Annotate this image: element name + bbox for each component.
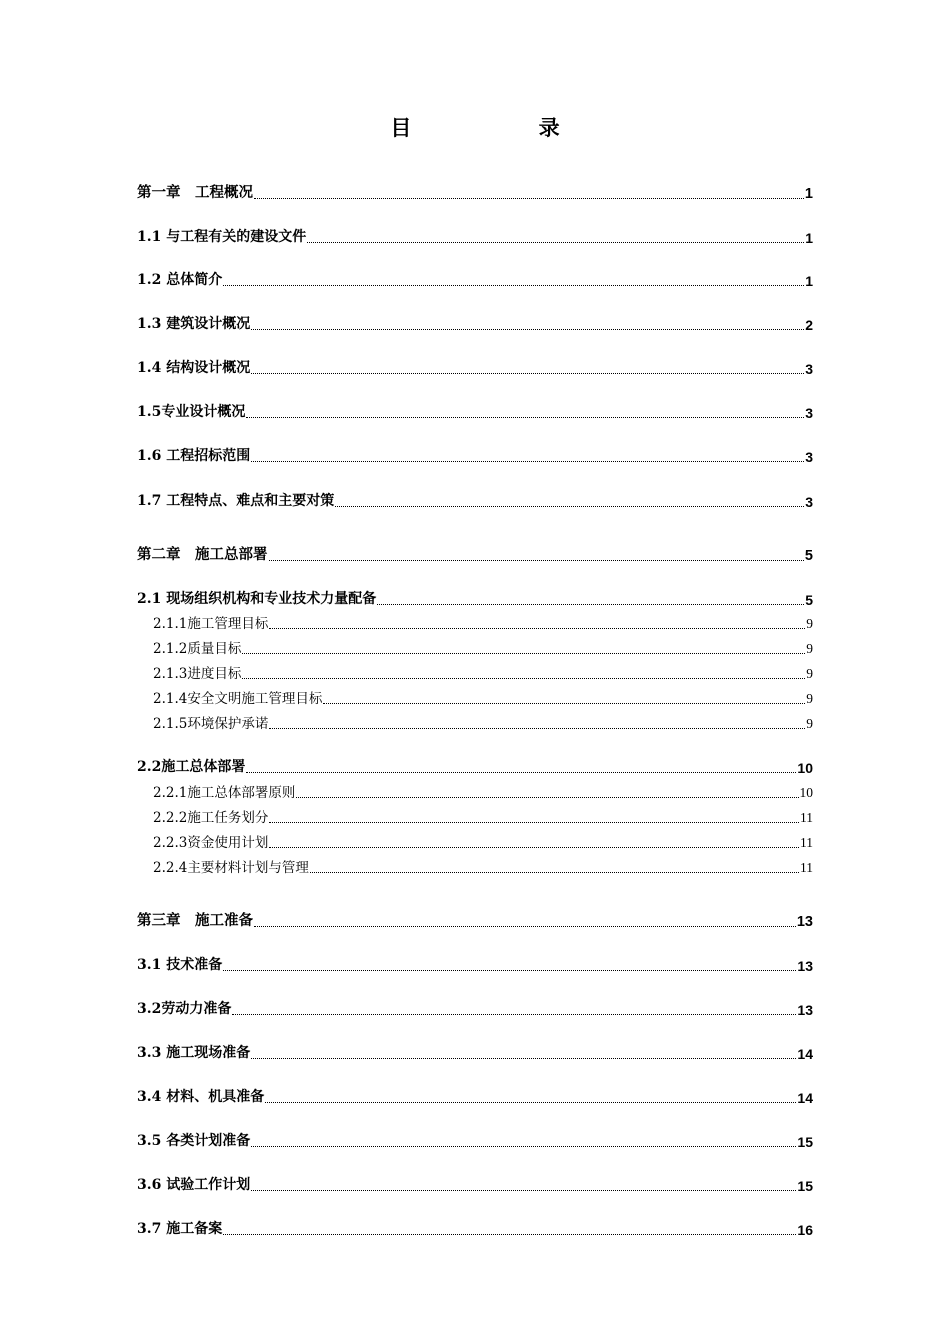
toc-entry-label: 1.6 工程招标范围	[137, 448, 251, 464]
toc-entry-label: 2.1 现场组织机构和专业技术力量配备	[137, 591, 377, 607]
toc-subentry[interactable]	[153, 662, 813, 682]
toc-page-number: 13	[797, 958, 813, 974]
toc-entry-label: 1.4 结构设计概况	[137, 360, 251, 376]
dot-leader	[335, 505, 804, 507]
toc-page-number: 13	[797, 1002, 813, 1018]
toc-entry-label: 1.5专业设计概况	[137, 404, 246, 420]
dot-leader	[242, 677, 805, 679]
toc-entry-label: 2.2.2施工任务划分	[153, 810, 269, 826]
toc-page-number: 9	[806, 716, 813, 731]
toc-page-number: 9	[806, 691, 813, 706]
toc-page-number: 10	[799, 785, 813, 800]
toc-entry-label: 第一章 工程概况	[137, 184, 253, 201]
toc-subentry[interactable]	[153, 856, 813, 876]
toc-page-number: 9	[806, 666, 813, 681]
toc-entry-label: 3.7 施工备案	[137, 1221, 223, 1237]
toc-entry-label: 第三章 施工准备	[137, 912, 253, 929]
toc-entry[interactable]	[137, 756, 813, 776]
toc-entry-label: 第二章 施工总部署	[137, 546, 268, 563]
toc-chapter-1[interactable]	[137, 181, 813, 202]
toc-subentry[interactable]	[153, 687, 813, 707]
dot-leader	[251, 1189, 796, 1191]
toc-page-number: 14	[797, 1046, 813, 1062]
toc-entry[interactable]	[137, 588, 813, 608]
toc-entry-label: 1.3 建筑设计概况	[137, 316, 251, 332]
toc-entry[interactable]	[137, 998, 813, 1018]
toc-page-number: 11	[800, 860, 813, 875]
dot-leader	[323, 702, 805, 704]
toc-entry-label: 3.6 试验工作计划	[137, 1177, 251, 1193]
toc-entry-label: 1.2 总体简介	[137, 272, 223, 288]
toc-chapter-3[interactable]	[137, 909, 813, 930]
dot-leader	[296, 796, 798, 798]
toc-entry[interactable]	[137, 226, 813, 246]
dot-leader	[251, 1057, 796, 1059]
toc-page-number: 11	[800, 835, 813, 850]
toc-page-number: 9	[806, 616, 813, 631]
dot-leader	[307, 241, 804, 243]
toc-entry[interactable]	[137, 1218, 813, 1238]
dot-leader	[246, 416, 804, 418]
toc-entry-label: 1.1 与工程有关的建设文件	[137, 229, 307, 245]
dot-leader	[251, 1145, 796, 1147]
toc-entry-label: 3.1 技术准备	[137, 957, 223, 973]
toc-entry-label: 2.1.3进度目标	[153, 666, 242, 682]
dot-leader	[269, 821, 799, 823]
toc-page-number: 11	[800, 810, 813, 825]
dot-leader	[223, 969, 796, 971]
toc-entry-label: 1.7 工程特点、难点和主要对策	[137, 493, 335, 509]
toc-entry-label: 3.2劳动力准备	[137, 1001, 232, 1017]
toc-entry[interactable]	[137, 1174, 813, 1194]
toc-page-number: 15	[797, 1134, 813, 1150]
dot-leader	[223, 1233, 796, 1235]
toc-entry-label: 2.2.4主要材料计划与管理	[153, 860, 309, 876]
dot-leader	[265, 1101, 796, 1103]
dot-leader	[269, 559, 804, 561]
toc-subentry[interactable]	[153, 712, 813, 732]
toc-page-number: 14	[797, 1090, 813, 1106]
toc-page-number: 5	[804, 548, 813, 564]
toc-entry[interactable]	[137, 401, 813, 421]
dot-leader	[242, 652, 805, 654]
dot-leader	[269, 627, 805, 629]
toc-entry[interactable]	[137, 445, 813, 465]
toc-subentry[interactable]	[153, 612, 813, 632]
toc-entry-label: 3.5 各类计划准备	[137, 1133, 251, 1149]
toc-entry[interactable]	[137, 954, 813, 974]
dot-leader	[251, 372, 804, 374]
toc-page-number: 1	[805, 230, 813, 246]
toc-page-number: 10	[797, 760, 813, 776]
toc-page-number: 3	[805, 405, 813, 421]
toc-page-number: 16	[797, 1222, 813, 1238]
dot-leader	[310, 871, 799, 873]
dot-leader	[254, 925, 796, 927]
toc-subentry[interactable]	[153, 806, 813, 826]
dot-leader	[232, 1013, 796, 1015]
toc-entry-label: 2.2.1施工总体部署原则	[153, 785, 296, 801]
toc-entry[interactable]	[137, 313, 813, 333]
toc-entry[interactable]	[137, 1042, 813, 1062]
toc-entry[interactable]	[137, 357, 813, 377]
toc-entry-label: 2.2.3资金使用计划	[153, 835, 269, 851]
toc-entry-label: 2.1.1施工管理目标	[153, 616, 269, 632]
toc-entry-label: 2.2施工总体部署	[137, 759, 246, 775]
toc-entry-label: 2.1.2质量目标	[153, 641, 242, 657]
toc-chapter-2[interactable]	[137, 543, 813, 564]
toc-page-number: 9	[806, 641, 813, 656]
toc-entry[interactable]	[137, 269, 813, 289]
toc-entry-label: 3.3 施工现场准备	[137, 1045, 251, 1061]
dot-leader	[223, 284, 804, 286]
toc-page-number: 2	[805, 317, 813, 333]
toc-page-number: 5	[805, 592, 813, 608]
page-title: 目 录	[390, 115, 620, 140]
dot-leader	[377, 603, 804, 605]
toc-entry-label: 2.1.4安全文明施工管理目标	[153, 691, 323, 707]
dot-leader	[251, 460, 804, 462]
toc-subentry[interactable]	[153, 781, 813, 801]
toc-page-number: 13	[796, 914, 813, 930]
toc-entry[interactable]	[137, 490, 813, 510]
toc-subentry[interactable]	[153, 637, 813, 657]
toc-subentry[interactable]	[153, 831, 813, 851]
dot-leader	[246, 771, 796, 773]
dot-leader	[269, 846, 799, 848]
toc-entry-label: 2.1.5环境保护承诺	[153, 716, 269, 732]
toc-page-number: 1	[805, 273, 813, 289]
dot-leader	[251, 328, 804, 330]
toc-entry[interactable]	[137, 1130, 813, 1150]
toc-entry[interactable]	[137, 1086, 813, 1106]
toc-page-number: 3	[805, 494, 813, 510]
toc-page-number: 3	[805, 449, 813, 465]
dot-leader	[254, 197, 804, 199]
toc-page-number: 1	[804, 186, 813, 202]
toc-page-number: 3	[805, 361, 813, 377]
dot-leader	[269, 727, 805, 729]
toc-entry-label: 3.4 材料、机具准备	[137, 1089, 265, 1105]
toc-page-number: 15	[797, 1178, 813, 1194]
